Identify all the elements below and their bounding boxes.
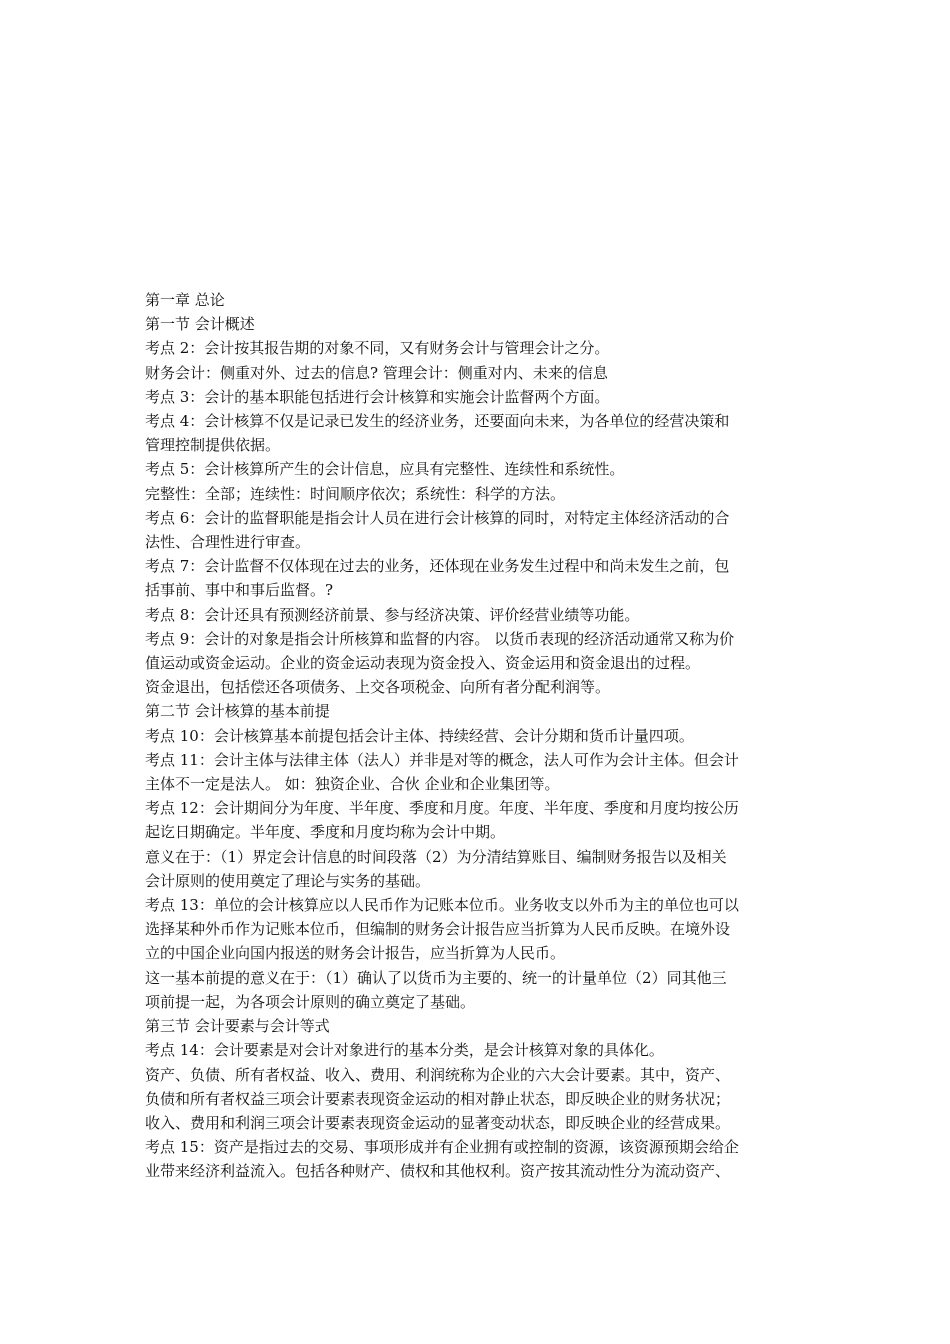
text-line: 括事前、事中和事后监督。?: [145, 581, 334, 600]
text-line: 立的中国企业向国内报送的财务会计报告，应当折算为人民币。: [145, 944, 566, 963]
section-heading: 第三节 会计要素与会计等式: [145, 1017, 330, 1036]
text-line: 考点 4：会计核算不仅是记录已发生的经济业务，还要面向未来，为各单位的经营决策和: [145, 412, 730, 431]
text-line: 考点 11：会计主体与法律主体（法人）并非是对等的概念，法人可作为会计主体。但会计: [145, 750, 739, 769]
text-line: 考点 13：单位的会计核算应以人民币作为记账本位币。业务收支以外币为主的单位也可以: [145, 896, 739, 915]
text-line: 管理控制提供依据。: [145, 436, 281, 455]
text-line: 负债和所有者权益三项会计要素表现资金运动的相对静止状态，即反映企业的财务状况；: [145, 1089, 731, 1108]
section-heading: 第二节 会计核算的基本前提: [145, 702, 330, 721]
text-line: 选择某种外币作为记账本位币，但编制的财务会计报告应当折算为人民币反映。在境外设: [145, 920, 731, 939]
text-line: 值运动或资金运动。企业的资金运动表现为资金投入、资金运用和资金退出的过程。: [145, 654, 701, 673]
text-line: 资产、负债、所有者权益、收入、费用、利润统称为企业的六大会计要素。其中，资产、: [145, 1065, 731, 1084]
text-line: 考点 2：会计按其报告期的对象不同，又有财务会计与管理会计之分。: [145, 339, 610, 358]
text-line: 主体不一定是法人。 如：独资企业、合伙 企业和企业集团等。: [145, 775, 560, 794]
text-line: 这一基本前提的意义在于：（1）确认了以货币为主要的、统一的计量单位（2）同其他三: [145, 968, 727, 987]
text-line: 考点 6：会计的监督职能是指会计人员在进行会计核算的同时，对特定主体经济活动的合: [145, 508, 730, 527]
text-line: 考点 14：会计要素是对会计对象进行的基本分类，是会计核算对象的具体化。: [145, 1041, 664, 1060]
text-line: 考点 15：资产是指过去的交易、事项形成并有企业拥有或控制的资源，该资源预期会给企: [145, 1138, 739, 1157]
text-line: 考点 10：会计核算基本前提包括会计主体、持续经营、会计分期和货币计量四项。: [145, 726, 694, 745]
text-line: 考点 8：会计还具有预测经济前景、参与经济决策、评价经营业绩等功能。: [145, 605, 640, 624]
text-line: 会计原则的使用奠定了理论与实务的基础。: [145, 871, 431, 890]
text-line: 考点 12：会计期间分为年度、半年度、季度和月度。年度、半年度、季度和月度均按公历: [145, 799, 739, 818]
text-line: 业带来经济利益流入。包括各种财产、债权和其他权利。资产按其流动性分为流动资产、: [145, 1162, 731, 1181]
text-line: 财务会计：侧重对外、过去的信息? 管理会计：侧重对内、未来的信息: [145, 363, 608, 382]
text-line: 完整性：全部；连续性：时间顺序依次；系统性：科学的方法。: [145, 484, 566, 503]
text-line: 项前提一起，为各项会计原则的确立奠定了基础。: [145, 992, 476, 1011]
text-line: 考点 9：会计的对象是指会计所核算和监督的内容。 以货币表现的经济活动通常又称为价: [145, 629, 735, 648]
text-line: 起讫日期确定。半年度、季度和月度均称为会计中期。: [145, 823, 506, 842]
chapter-heading: 第一章 总论: [145, 291, 225, 309]
text-line: 收入、费用和利润三项会计要素表现资金运动的显著变动状态，即反映企业的经营成果。: [145, 1113, 731, 1132]
text-line: 资金退出，包括偿还各项债务、上交各项税金、向所有者分配利润等。: [145, 678, 611, 697]
document-body: [145, 288, 810, 1184]
text-line: 考点 3：会计的基本职能包括进行会计核算和实施会计监督两个方面。: [145, 387, 610, 406]
section-heading: 第一节 会计概述: [145, 315, 255, 334]
text-line: 意义在于：（1）界定会计信息的时间段落（2）为分清结算账目、编制财务报告以及相关: [145, 847, 727, 866]
text-line: 法性、合理性进行审查。: [145, 533, 311, 552]
text-line: 考点 7：会计监督不仅体现在过去的业务，还体现在业务发生过程中和尚未发生之前，包: [145, 557, 730, 576]
text-line: 考点 5：会计核算所产生的会计信息，应具有完整性、连续性和系统性。: [145, 460, 625, 479]
